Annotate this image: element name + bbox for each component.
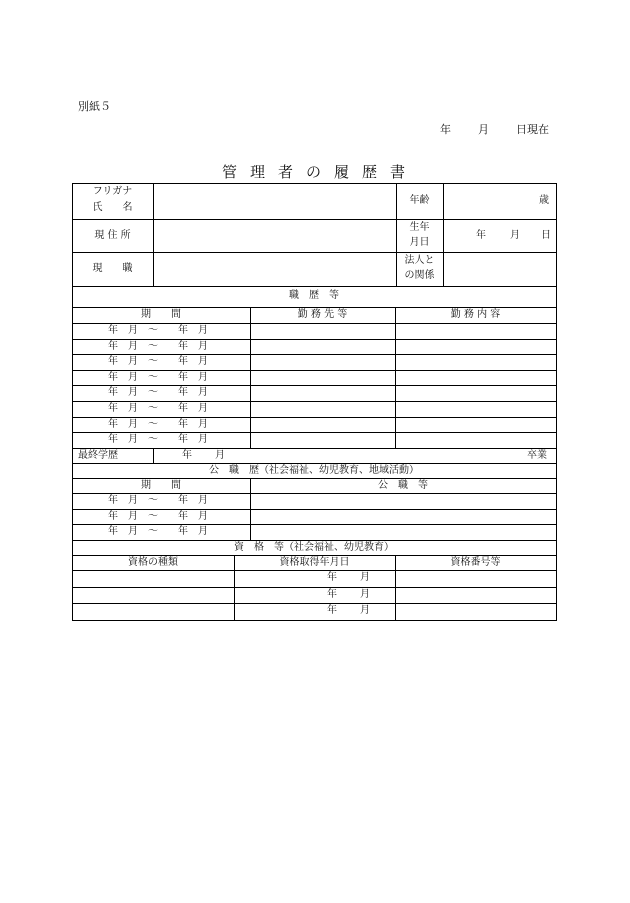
birth-month: 月 bbox=[510, 230, 520, 241]
qual-date-year: 年 bbox=[327, 589, 337, 600]
public-period-cell: 年 月 ～ 年 月 bbox=[108, 495, 208, 506]
rule bbox=[72, 463, 557, 464]
qual-type-cell[interactable] bbox=[73, 571, 234, 587]
career-col-duties: 勤 務 内 容 bbox=[450, 309, 501, 320]
qual-col-date: 資格取得年月日 bbox=[279, 557, 350, 568]
public-office-cell[interactable] bbox=[251, 525, 556, 540]
public-office-cell[interactable] bbox=[251, 510, 556, 524]
date-month: 月 bbox=[478, 123, 489, 136]
qual-type-cell[interactable] bbox=[73, 604, 234, 620]
education-label: 最終学歴 bbox=[78, 450, 118, 461]
career-employer-cell[interactable] bbox=[251, 402, 395, 417]
rule bbox=[250, 478, 251, 541]
public-service-title: 公 職 歴（社会福祉、幼児教育、地域活動） bbox=[209, 465, 419, 476]
qual-date-year: 年 bbox=[327, 572, 337, 583]
career-period-cell: 年 月 ～ 年 月 bbox=[108, 434, 208, 445]
date-year: 年 bbox=[440, 123, 451, 136]
qual-date-year: 年 bbox=[327, 605, 337, 616]
qual-number-cell[interactable] bbox=[396, 571, 556, 587]
relation-label: 法人と bbox=[404, 255, 435, 266]
education-month: 月 bbox=[215, 450, 225, 461]
page-title: 管理者の履歴書 bbox=[221, 163, 418, 181]
career-col-employer: 勤 務 先 等 bbox=[297, 309, 348, 320]
name-field[interactable] bbox=[154, 184, 396, 219]
qual-date-month: 月 bbox=[360, 572, 370, 583]
form-bottom-border bbox=[72, 620, 557, 621]
rule bbox=[72, 286, 557, 287]
name-label: 氏 名 bbox=[92, 202, 133, 213]
career-section-title: 職 歴 等 bbox=[289, 290, 339, 301]
birth-label: 生年 bbox=[409, 222, 430, 233]
age-label: 年齢 bbox=[409, 195, 430, 206]
rule bbox=[72, 478, 557, 479]
furigana-label: フリガナ bbox=[92, 186, 133, 197]
career-duties-cell[interactable] bbox=[396, 324, 556, 339]
public-col-period: 期 間 bbox=[141, 480, 181, 491]
career-duties-cell[interactable] bbox=[396, 433, 556, 448]
qual-number-cell[interactable] bbox=[396, 588, 556, 603]
education-graduated: 卒業 bbox=[527, 450, 547, 461]
career-employer-cell[interactable] bbox=[251, 386, 395, 401]
rule bbox=[395, 307, 396, 449]
rule bbox=[250, 307, 251, 449]
position-field[interactable] bbox=[154, 253, 396, 286]
rule bbox=[72, 555, 557, 556]
qual-col-number: 資格番号等 bbox=[450, 557, 501, 568]
address-field[interactable] bbox=[154, 220, 396, 252]
qual-col-type: 資格の種類 bbox=[128, 557, 178, 568]
public-office-cell[interactable] bbox=[251, 494, 556, 509]
career-employer-cell[interactable] bbox=[251, 355, 395, 370]
date-day-current: 日現在 bbox=[516, 123, 549, 136]
birth-year: 年 bbox=[476, 230, 486, 241]
career-period-cell: 年 月 ～ 年 月 bbox=[108, 372, 208, 383]
birth-label: 月日 bbox=[409, 237, 430, 248]
career-period-cell: 年 月 ～ 年 月 bbox=[108, 356, 208, 367]
career-period-cell: 年 月 ～ 年 月 bbox=[108, 387, 208, 398]
attachment-label: 別紙５ bbox=[78, 100, 111, 113]
age-unit: 歳 bbox=[539, 195, 549, 206]
career-employer-cell[interactable] bbox=[251, 371, 395, 385]
relation-label: の関係 bbox=[404, 270, 435, 281]
career-employer-cell[interactable] bbox=[251, 433, 395, 448]
career-employer-cell[interactable] bbox=[251, 340, 395, 354]
career-period-cell: 年 月 ～ 年 月 bbox=[108, 419, 208, 430]
education-field[interactable] bbox=[154, 449, 556, 463]
career-duties-cell[interactable] bbox=[396, 418, 556, 432]
address-label: 現 住 所 bbox=[94, 230, 131, 241]
age-field[interactable] bbox=[444, 184, 556, 219]
birth-day: 日 bbox=[541, 230, 551, 241]
qual-type-cell[interactable] bbox=[73, 588, 234, 603]
relation-field[interactable] bbox=[444, 253, 556, 286]
qual-number-cell[interactable] bbox=[396, 604, 556, 620]
career-duties-cell[interactable] bbox=[396, 402, 556, 417]
career-duties-cell[interactable] bbox=[396, 386, 556, 401]
public-period-cell: 年 月 ～ 年 月 bbox=[108, 526, 208, 537]
qual-date-month: 月 bbox=[360, 605, 370, 616]
public-row-line bbox=[72, 540, 557, 541]
career-duties-cell[interactable] bbox=[396, 371, 556, 385]
career-duties-cell[interactable] bbox=[396, 340, 556, 354]
career-employer-cell[interactable] bbox=[251, 418, 395, 432]
career-employer-cell[interactable] bbox=[251, 324, 395, 339]
qual-date-month: 月 bbox=[360, 589, 370, 600]
career-period-cell: 年 月 ～ 年 月 bbox=[108, 403, 208, 414]
career-col-period: 期 間 bbox=[141, 309, 181, 320]
public-period-cell: 年 月 ～ 年 月 bbox=[108, 511, 208, 522]
rule bbox=[234, 555, 235, 621]
rule bbox=[395, 555, 396, 621]
qualifications-title: 資 格 等（社会福祉、幼児教育） bbox=[234, 542, 394, 553]
career-period-cell: 年 月 ～ 年 月 bbox=[108, 325, 208, 336]
position-label: 現 職 bbox=[92, 263, 133, 274]
career-duties-cell[interactable] bbox=[396, 355, 556, 370]
public-col-office: 公 職 等 bbox=[378, 480, 428, 491]
career-period-cell: 年 月 ～ 年 月 bbox=[108, 341, 208, 352]
education-year: 年 bbox=[182, 450, 192, 461]
rule bbox=[72, 307, 557, 308]
